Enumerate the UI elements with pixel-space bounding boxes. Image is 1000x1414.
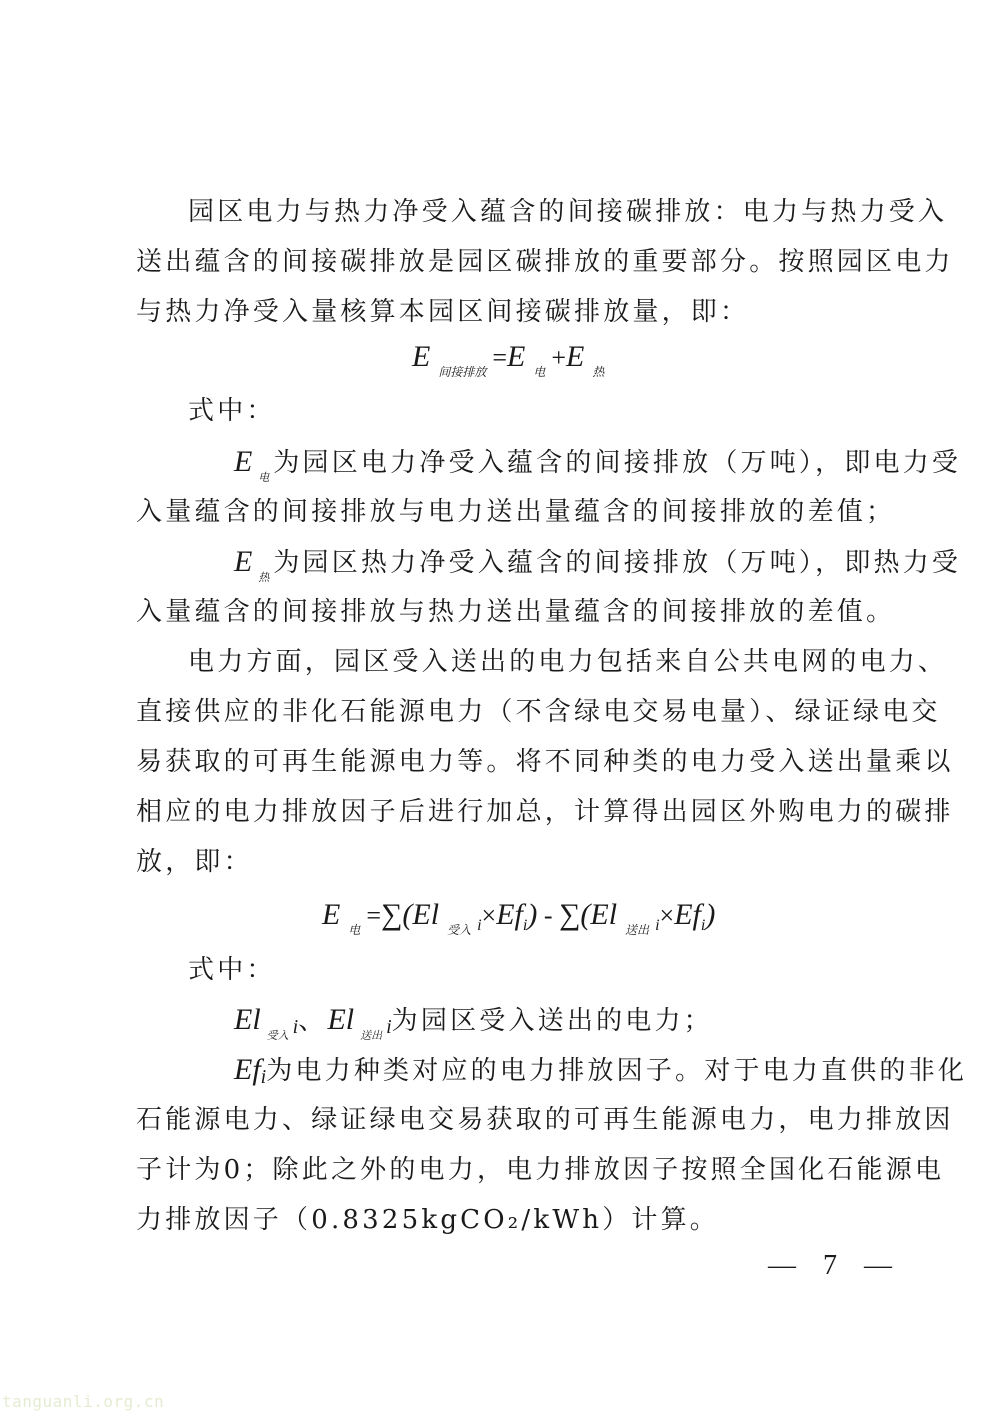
formula-1-term-1-sub: 电 bbox=[533, 365, 546, 379]
paragraph-1-line-2: 送出蕴含的间接碳排放是园区碳排放的重要部分。按照园区电力 bbox=[136, 247, 954, 277]
def-el-line bbox=[234, 1005, 878, 1051]
def-el-separator: 、 bbox=[298, 1006, 328, 1036]
formula-2-lhs: E bbox=[322, 898, 341, 931]
def-el-symbol-1: El bbox=[234, 1003, 261, 1036]
formula-1-term-2: E bbox=[566, 340, 585, 373]
watermark: tanguanli.org.cn bbox=[2, 1392, 165, 1411]
paragraph-2-line-2: 直接供应的非化石能源电力（不含绿电交易电量）、绿证绿电交 bbox=[136, 697, 941, 727]
formula-1-plus: + bbox=[551, 343, 567, 372]
formula-2-ef-1-index: i bbox=[522, 917, 528, 934]
def-ef-line-2: 石能源电力、绿证绿电交易获取的可再生能源电力，电力排放因 bbox=[136, 1105, 954, 1135]
def-e-heat-symbol: E bbox=[234, 545, 253, 578]
formula-2-eq: = bbox=[366, 901, 382, 930]
def-el-sub-2: 送出 bbox=[360, 1029, 383, 1042]
def-ef-line-3: 子计为0；除此之外的电力，电力排放因子按照全国化石能源电 bbox=[136, 1155, 945, 1185]
def-e-heat-line-1 bbox=[234, 545, 962, 593]
formula-2-close-2: ) bbox=[705, 898, 716, 931]
def-e-elec-sub: 电 bbox=[258, 471, 270, 484]
where-label-1: 式中： bbox=[188, 396, 276, 426]
def-ef-line-4: 力排放因子（0.8325kgCO₂/kWh）计算。 bbox=[136, 1205, 719, 1235]
def-e-heat-sub: 热 bbox=[258, 571, 270, 584]
formula-2-sum-1-sub: 受入 bbox=[447, 923, 472, 937]
formula-2-times-2: × bbox=[659, 901, 675, 930]
paragraph-1-line-1: 园区电力与热力净受入蕴含的间接碳排放：电力与热力受入 bbox=[188, 197, 948, 227]
def-ef-symbol: Ef bbox=[234, 1053, 261, 1086]
def-el-index-1: i bbox=[292, 1016, 299, 1038]
def-e-elec-line-2: 入量蕴含的间接排放与电力送出量蕴含的间接排放的差值； bbox=[136, 497, 896, 527]
formula-2-sum-2-index: i bbox=[655, 917, 660, 934]
formula-2-sum-2: ∑(El bbox=[559, 898, 618, 931]
def-el-sub-1: 受入 bbox=[266, 1029, 289, 1042]
formula-indirect-emission bbox=[412, 340, 610, 389]
formula-1-eq: = bbox=[492, 343, 508, 372]
def-e-heat-text: 为园区热力净受入蕴含的间接排放（万吨），即热力受 bbox=[273, 548, 962, 578]
paragraph-2-line-3: 易获取的可再生能源电力等。将不同种类的电力受入送出量乘以 bbox=[136, 747, 954, 777]
def-e-elec-line-1 bbox=[234, 445, 962, 493]
where-label-2: 式中： bbox=[188, 955, 276, 985]
def-ef-index: i bbox=[260, 1066, 267, 1088]
paragraph-2-line-4: 相应的电力排放因子后进行加总，计算得出园区外购电力的碳排 bbox=[136, 797, 954, 827]
def-el-index-2: i bbox=[386, 1016, 392, 1038]
paragraph-2-line-1: 电力方面，园区受入送出的电力包括来自公共电网的电力、 bbox=[188, 647, 948, 677]
def-el-symbol-2: El bbox=[327, 1003, 355, 1036]
def-e-elec-symbol: E bbox=[234, 445, 253, 478]
formula-2-ef-2: Ef bbox=[674, 898, 701, 931]
formula-2-ef-1: Ef bbox=[496, 898, 523, 931]
formula-2-sum-1: ∑(El bbox=[381, 898, 440, 931]
formula-electricity-emission bbox=[322, 898, 715, 947]
formula-1-lhs-sub: 间接排放 bbox=[438, 365, 487, 379]
def-ef-text: 为电力种类对应的电力排放因子。对于电力直供的非化 bbox=[266, 1056, 968, 1086]
def-ef-line-1 bbox=[234, 1053, 968, 1092]
formula-1-lhs: E bbox=[412, 340, 431, 373]
formula-1-term-1: E bbox=[507, 340, 526, 373]
formula-1-term-2-sub: 热 bbox=[592, 365, 605, 379]
formula-2-minus: - bbox=[537, 901, 559, 930]
page-number: — 7 — bbox=[768, 1250, 902, 1281]
def-e-elec-text: 为园区电力净受入蕴含的间接排放（万吨），即电力受 bbox=[273, 448, 962, 478]
paragraph-1-line-3: 与热力净受入量核算本园区间接碳排放量，即： bbox=[136, 297, 750, 327]
def-el-text: 为园区受入送出的电力； bbox=[391, 1006, 713, 1036]
def-e-heat-line-2: 入量蕴含的间接排放与热力送出量蕴含的间接排放的差值。 bbox=[136, 597, 896, 627]
formula-2-close-1: ) bbox=[527, 898, 538, 931]
formula-2-lhs-sub: 电 bbox=[348, 923, 361, 937]
formula-2-sum-1-index: i bbox=[477, 917, 482, 934]
paragraph-2-line-5: 放，即： bbox=[136, 847, 253, 877]
formula-2-times-1: × bbox=[481, 901, 497, 930]
formula-2-sum-2-sub: 送出 bbox=[625, 923, 650, 937]
formula-2-ef-2-index: i bbox=[700, 917, 706, 934]
